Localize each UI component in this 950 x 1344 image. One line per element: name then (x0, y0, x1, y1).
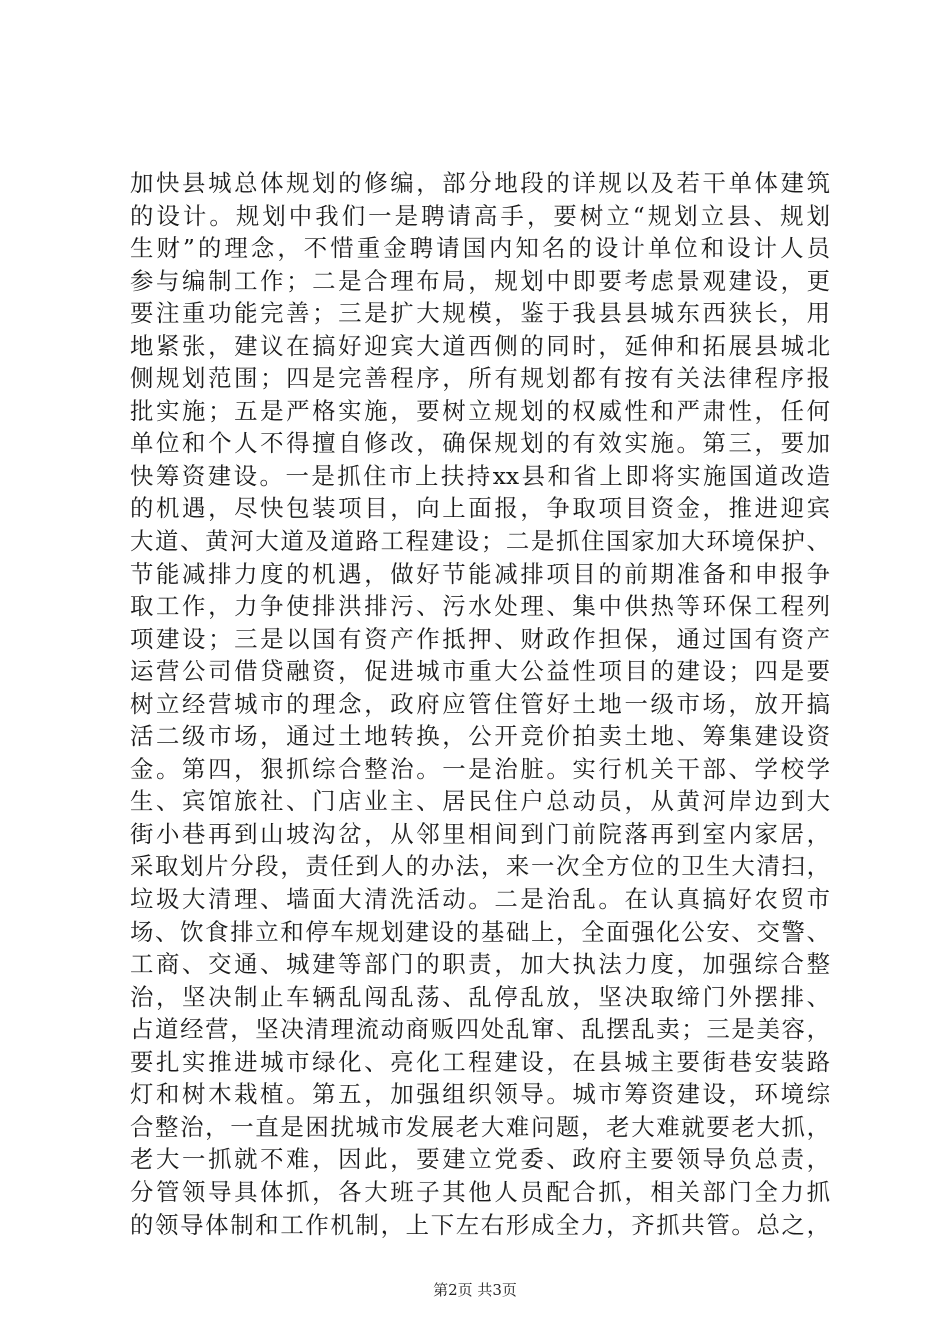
text-line: 取工作，力争使排洪排污、污水处理、集中供热等环保工程列 (130, 592, 830, 621)
text-line: 树立经营城市的理念，政府应管住管好土地一级市场，放开搞 (130, 689, 830, 718)
text-line: 节能减排力度的机遇，做好节能减排项目的前期准备和申报争 (130, 559, 830, 588)
text-line: 场、饮食排立和停车规划建设的基础上，全面强化公安、交警、 (130, 917, 830, 946)
text-line: 加快县城总体规划的修编，部分地段的详规以及若干单体建筑 (130, 169, 830, 197)
text-line: 生财”的理念，不惜重金聘请国内知名的设计单位和设计人员 (130, 234, 830, 263)
text-line: 批实施；五是严格实施，要树立规划的权威性和严肃性，任何 (130, 396, 830, 425)
text-line: 单位和个人不得擅自修改，确保规划的有效实施。第三，要加 (130, 429, 830, 458)
text-line: 大道、黄河大道及道路工程建设；二是抓住国家加大环境保护、 (130, 527, 830, 556)
text-line: 金。第四，狠抓综合整治。一是治脏。实行机关干部、学校学 (130, 754, 830, 783)
text-line: 的机遇，尽快包装项目，向上面报，争取项目资金，推进迎宾 (130, 494, 830, 523)
text-line: 治，坚决制止车辆乱闯乱荡、乱停乱放，坚决取缔门外摆排、 (130, 982, 830, 1011)
text-line: 地紧张，建议在搞好迎宾大道西侧的同时，延伸和拓展县城北 (130, 331, 830, 360)
text-line: 快筹资建设。一是抓住市上扶持xx县和省上即将实施国道改造 (130, 461, 830, 490)
text-line: 运营公司借贷融资，促进城市重大公益性项目的建设；四是要 (130, 657, 830, 686)
text-line: 要扎实推进城市绿化、亮化工程建设，在县城主要街巷安装路 (130, 1047, 830, 1076)
text-line: 灯和树木栽植。第五，加强组织领导。城市筹资建设，环境综 (130, 1080, 830, 1109)
text-line: 活二级市场，通过土地转换，公开竞价拍卖土地、筹集建设资 (130, 722, 830, 751)
text-line: 占道经营，坚决清理流动商贩四处乱窜、乱摆乱卖；三是美容， (130, 1015, 830, 1044)
text-line: 生、宾馆旅社、门店业主、居民住户总动员，从黄河岸边到大 (130, 787, 830, 816)
text-line: 分管领导具体抓，各大班子其他人员配合抓，相关部门全力抓 (130, 1177, 830, 1206)
body-paragraph (130, 167, 830, 1241)
text-line: 参与编制工作；二是合理布局，规划中即要考虑景观建设，更 (130, 266, 830, 295)
text-line: 垃圾大清理、墙面大清洗活动。二是治乱。在认真搞好农贸市 (130, 885, 830, 914)
text-line: 合整治，一直是困扰城市发展老大难问题，老大难就要老大抓， (130, 1112, 830, 1141)
text-line: 的领导体制和工作机制，上下左右形成全力，齐抓共管。总之， (130, 1210, 830, 1239)
text-line: 街小巷再到山坡沟岔，从邻里相间到门前院落再到室内家居， (130, 819, 830, 848)
page-footer: 第2页 共3页 (433, 1281, 517, 1299)
text-line: 的设计。规划中我们一是聘请高手，要树立“规划立县、规划 (130, 201, 830, 230)
text-line: 要注重功能完善；三是扩大规模，鉴于我县县城东西狭长，用 (130, 299, 830, 328)
text-line: 侧规划范围；四是完善程序，所有规划都有按有关法律程序报 (130, 364, 830, 393)
text-line: 工商、交通、城建等部门的职责，加大执法力度，加强综合整 (130, 950, 830, 979)
text-line: 老大一抓就不难，因此，要建立党委、政府主要领导负总责， (130, 1145, 830, 1174)
text-line: 项建设；三是以国有资产作抵押、财政作担保，通过国有资产 (130, 624, 830, 653)
text-line: 采取划片分段，责任到人的办法，来一次全方位的卫生大清扫， (130, 852, 830, 881)
